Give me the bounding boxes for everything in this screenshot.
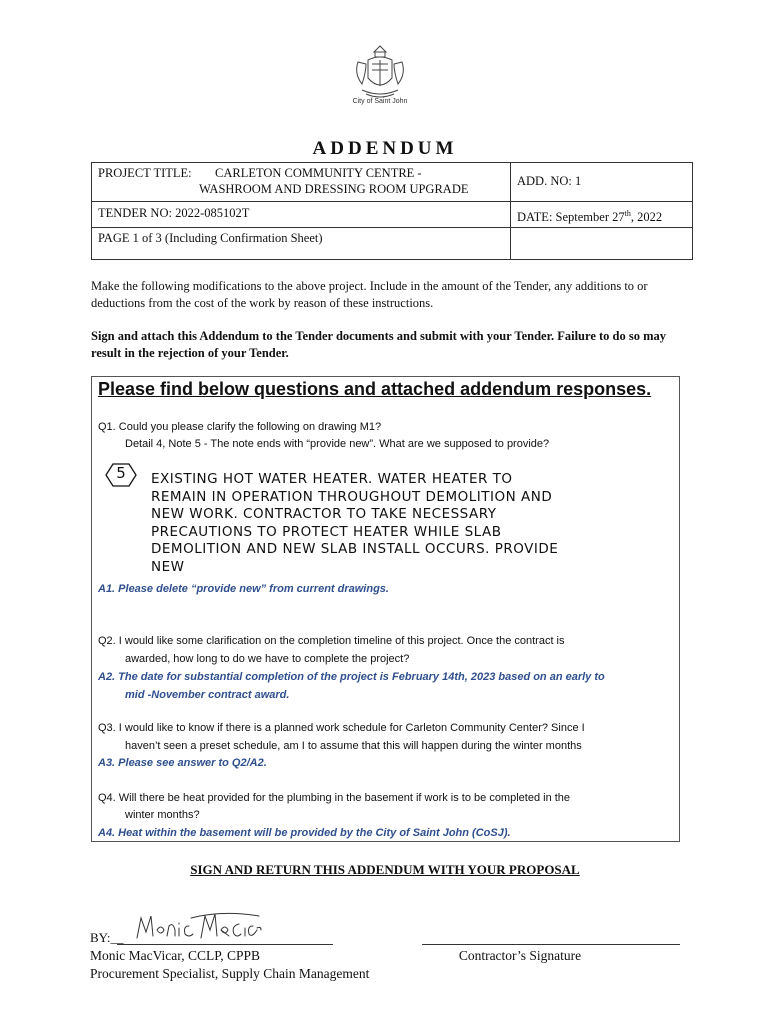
question-1-detail: Detail 4, Note 5 - The note ends with “provide new”. What are we supposed to provide?: [125, 438, 550, 450]
answer-2-cont: mid -November contract award.: [125, 689, 290, 701]
question-3: Q3. I would like to know if there is a planned work schedule for Carleton Community Center? Since I: [98, 722, 585, 734]
question-3-cont: haven’t seen a preset schedule, am I to assume that this will happen during the winter months: [125, 740, 582, 752]
instruction-paragraph: Sign and attach this Addendum to the Tender documents and submit with your Tender. Failure to do so may result in the rejection of your Tender.: [91, 329, 667, 360]
note-line: REMAIN IN OPERATION THROUGHOUT DEMOLITION AND: [151, 489, 553, 505]
answer-3: A3. Please see answer to Q2/A2.: [98, 757, 267, 769]
answer-4: A4. Heat within the basement will be provided by the City of Saint John (CoSJ).: [98, 827, 511, 839]
page-count: PAGE 1 of 3 (Including Confirmation Sheet): [98, 231, 323, 245]
intro-paragraph: Make the following modifications to the above project. Include in the amount of the Tender, any additions to or deductions from the cost of the work by reason of these instructions.: [91, 279, 648, 310]
contractor-signature-line: [422, 944, 680, 945]
sign-return-notice: SIGN AND RETURN THIS ADDENDUM WITH YOUR PROPOSAL: [190, 862, 580, 877]
answer-1: A1. Please delete “provide new” from current drawings.: [98, 583, 389, 595]
signatory-role: Procurement Specialist, Supply Chain Management: [90, 966, 370, 981]
project-title-line1: CARLETON COMMUNITY CENTRE -: [215, 166, 422, 180]
note-line: NEW: [151, 559, 185, 575]
project-info-table: [91, 162, 693, 260]
note-line: EXISTING HOT WATER HEATER. WATER HEATER TO: [151, 471, 513, 487]
note-line: PRECAUTIONS TO PROTECT HEATER WHILE SLAB: [151, 524, 502, 540]
note-line: DEMOLITION AND NEW SLAB INSTALL OCCURS. PROVIDE: [151, 541, 559, 557]
note-number: 5: [116, 464, 126, 482]
question-1: Q1. Could you please clarify the following on drawing M1?: [98, 421, 382, 433]
table-divider: [92, 227, 692, 228]
qa-title: Please find below questions and attached addendum responses.: [98, 379, 652, 399]
question-4: Q4. Will there be heat provided for the plumbing in the basement if work is to be completed in the: [98, 792, 571, 804]
project-title-label: PROJECT TITLE:: [98, 166, 192, 180]
addendum-number: ADD. NO: 1: [517, 174, 582, 188]
handwritten-signature: [133, 908, 263, 948]
note-line: NEW WORK. CONTRACTOR TO TAKE NECESSARY: [151, 506, 497, 522]
contractor-signature-label: Contractor’s Signature: [458, 948, 582, 963]
signature-line: [117, 944, 333, 945]
addendum-date: DATE: September 27th, 2022: [517, 209, 663, 225]
qa-section: [91, 376, 680, 842]
answer-2: A2. The date for substantial completion of the project is February 14th, 2023 based on an early to: [98, 671, 605, 683]
question-2-cont: awarded, how long to do we have to complete the project?: [125, 653, 410, 665]
drawing-note-excerpt: [105, 461, 625, 576]
logo-caption: City of Saint John: [352, 98, 408, 105]
table-divider: [510, 163, 511, 259]
signed-by-label: BY:__: [90, 930, 124, 945]
question-2: Q2. I would like some clarification on the completion timeline of this project. Once the contract is: [98, 635, 565, 647]
table-divider: [92, 201, 692, 202]
tender-number: TENDER NO: 2022-085102T: [98, 206, 250, 220]
document-heading: ADDENDUM: [312, 138, 458, 159]
signatory-name: Monic MacVicar, CCLP, CPPB: [90, 948, 261, 963]
question-4-cont: winter months?: [125, 809, 200, 821]
project-title-line2: WASHROOM AND DRESSING ROOM UPGRADE: [199, 182, 469, 196]
